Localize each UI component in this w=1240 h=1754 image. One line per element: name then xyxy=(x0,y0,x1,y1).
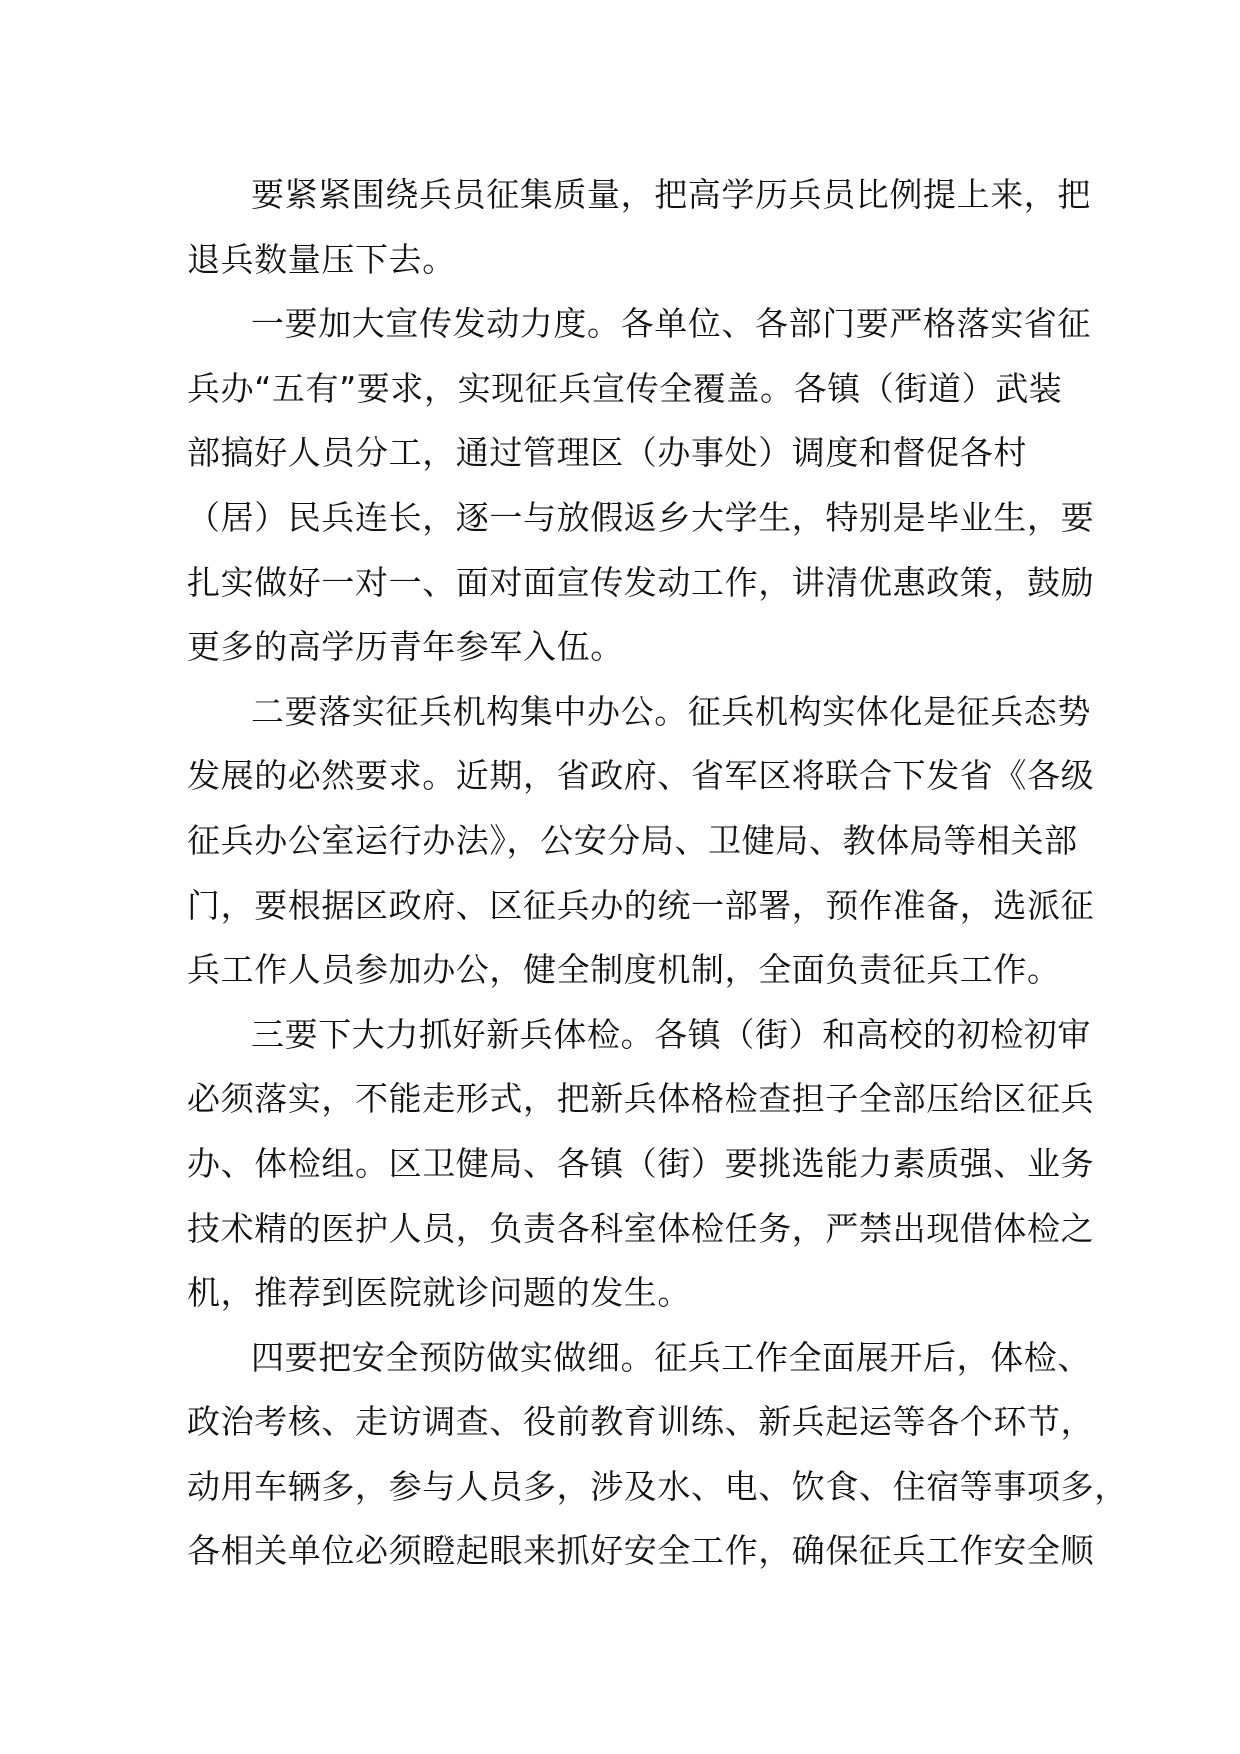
text-line: 要紧紧围绕兵员征集质量，把高学历兵员比例提上来，把 xyxy=(251,175,1091,214)
text-line: 部搞好人员分工，通过管理区（办事处）调度和督促各村 xyxy=(187,433,1027,473)
document-body xyxy=(187,163,1128,1584)
text-line: 政治考核、走访调查、役前教育训练、新兵起运等各个环节， xyxy=(187,1402,1095,1442)
text-line: （居）民兵连长，逐一与放假返乡大学生，特别是毕业生，要 xyxy=(187,497,1095,537)
text-line: 一要加大宣传发动力度。各单位、各部门要严格落实省征 xyxy=(251,304,1091,344)
text-line: 二要落实征兵机构集中办公。征兵机构实体化是征兵态势 xyxy=(251,691,1091,731)
text-line: 兵工作人员参加办公，健全制度机制，全面负责征兵工作。 xyxy=(187,950,1061,990)
text-line: 退兵数量压下去。 xyxy=(187,239,456,279)
text-line: 发展的必然要求。近期，省政府、省军区将联合下发省《各级 xyxy=(187,756,1095,796)
text-line: 扎实做好一对一、面对面宣传发动工作，讲清优惠政策，鼓励 xyxy=(187,562,1095,602)
text-line: 三要下大力抓好新兵体检。各镇（街）和高校的初检初审 xyxy=(251,1014,1091,1054)
text-line: 四要把安全预防做实做细。征兵工作全面展开后，体检、 xyxy=(251,1337,1091,1377)
text-line: 必须落实，不能走形式，把新兵体格检查担子全部压给区征兵 xyxy=(187,1079,1095,1119)
text-line: 动用车辆多，参与人员多，涉及水、电、饮食、住宿等事项多， xyxy=(187,1466,1128,1506)
text-line: 门，要根据区政府、区征兵办的统一部署，预作准备，选派征 xyxy=(187,885,1095,925)
text-line: 兵办“五有”要求，实现征兵宣传全覆盖。各镇（街道）武装 xyxy=(187,368,1063,408)
text-line: 技术精的医护人员，负责各科室体检任务，严禁出现借体检之 xyxy=(187,1208,1095,1248)
text-line: 办、体检组。区卫健局、各镇（街）要挑选能力素质强、业务 xyxy=(187,1143,1095,1183)
text-line: 各相关单位必须瞪起眼来抓好安全工作，确保征兵工作安全顺 xyxy=(187,1531,1095,1571)
text-line: 更多的高学历青年参军入伍。 xyxy=(187,627,624,667)
text-line: 机，推荐到医院就诊问题的发生。 xyxy=(187,1273,691,1313)
text-line: 征兵办公室运行办法》，公安分局、卫健局、教体局等相关部 xyxy=(187,820,1078,860)
